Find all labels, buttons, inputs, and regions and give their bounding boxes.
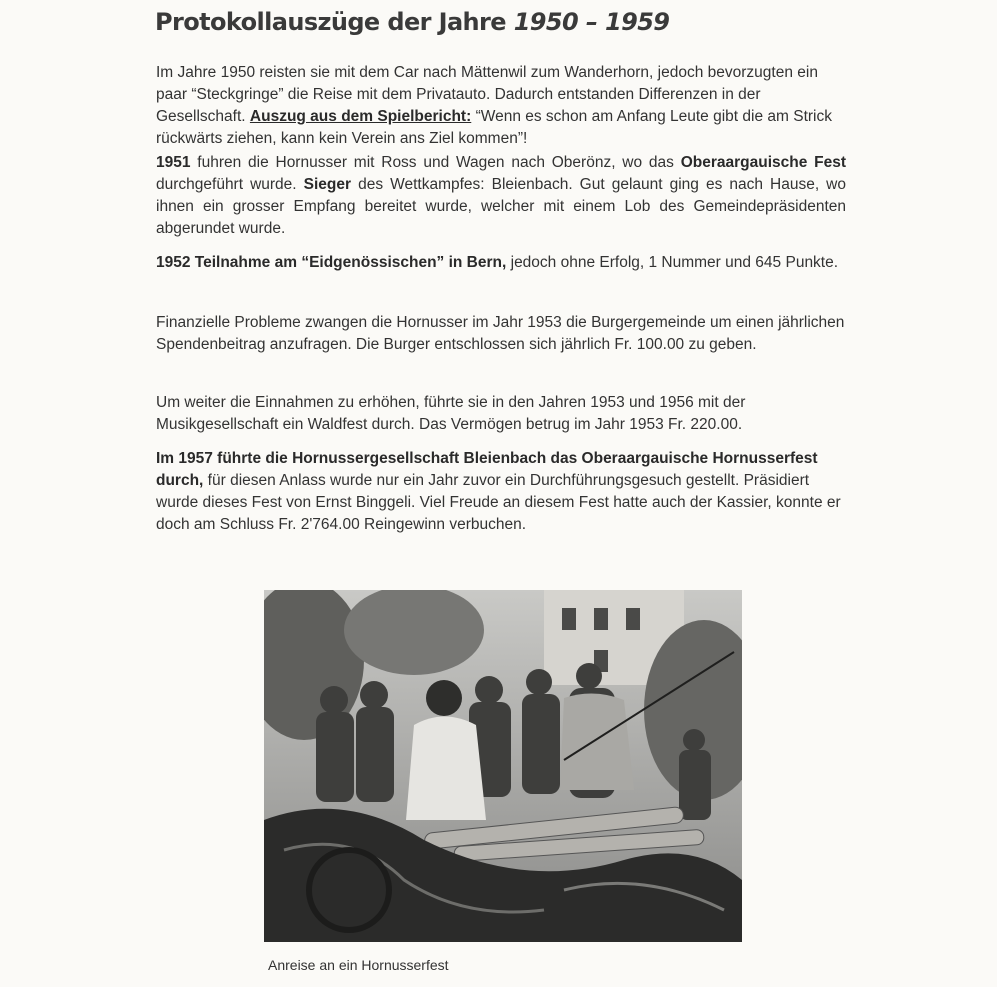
title-years: 1950 – 1959 (513, 8, 670, 36)
paragraph-1952 (156, 252, 846, 274)
title-prefix: Protokollauszüge der Jahre (155, 8, 514, 36)
p3-text: jedoch ohne Erfolg, 1 Nummer und 645 Punkte. (506, 254, 839, 271)
p2-bold-sieger: Sieger (303, 176, 352, 193)
paragraph-1950 (156, 62, 846, 150)
paragraph-waldfest (156, 392, 846, 436)
p2-text-3: des Wettkampfes: Bleienbach. Gut gelaunt ging es nach Hause, wo ihnen ein grosser Empfang bereitet wurde, welcher mit einem Lob des Gemeindepräsidenten abgerundet wurde. (156, 176, 846, 237)
p2-bold-fest: Oberaargauische Fest (680, 154, 846, 171)
p1-text-1: Im Jahre 1950 reisten sie mit dem Car nach Mättenwil zum Wanderhorn, jedoch bevorzugten ein paar “Steckgringe” die Reise mit dem Privatauto. Dadurch entstanden Differenzen in der Gesellschaft. (156, 64, 818, 125)
p2-bold-year: 1951 (156, 154, 191, 171)
p5-text: Um weiter die Einnahmen zu erhöhen, führte sie in den Jahren 1953 und 1956 mit der Musikgesellschaft ein Waldfest durch. Das Vermögen betrug im Jahr 1953 Fr. 220.00. (156, 394, 746, 433)
p1-text-2: “Wenn es schon am Anfang Leute gibt die am Strick rückwärts ziehen, kann kein Verein ans Ziel kommen”! (156, 108, 832, 147)
p3-bold: 1952 Teilnahme am “Eidgenössischen” in Bern, (156, 254, 507, 271)
paragraph-1957 (156, 448, 846, 536)
p2-text-2: durchgeführt wurde. (156, 176, 304, 193)
paragraph-1951 (156, 152, 846, 240)
p1-bold-excerpt: Auszug aus dem Spielbericht: (249, 108, 472, 125)
p2-text-1: fuhren die Hornusser mit Ross und Wagen nach Oberönz, wo das (190, 154, 681, 171)
p6-text: für diesen Anlass wurde nur ein Jahr zuvor ein Durchführungsgesuch gestellt. Präsidiert wurde dieses Fest von Ernst Binggeli. Viel Freude an diesem Fest hatte auch der Kassier, konnte er doch am Schluss Fr. 2'764.00 Reingewinn verbuchen. (156, 472, 841, 533)
photo-caption: Anreise an ein Hornusserfest (268, 957, 449, 973)
paragraph-finances (156, 312, 846, 356)
page-title (155, 8, 669, 36)
historic-photo (264, 590, 742, 942)
photo-illustration (264, 590, 742, 942)
p6-bold: Im 1957 führte die Hornussergesellschaft Bleienbach das Oberaargauische Hornusserfest durch, (156, 450, 818, 489)
p4-text: Finanzielle Probleme zwangen die Hornusser im Jahr 1953 die Burgergemeinde um einen jährlichen Spendenbeitrag anzufragen. Die Burger entschlossen sich jährlich Fr. 100.00 zu geben. (156, 314, 845, 353)
